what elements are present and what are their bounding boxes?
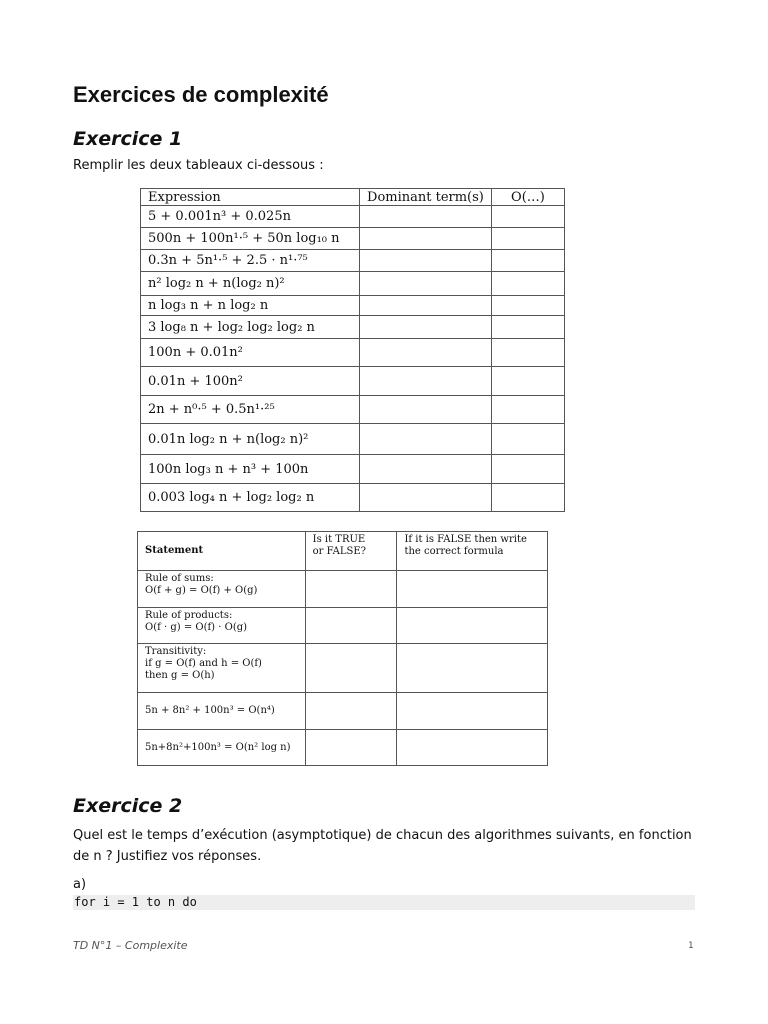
statement-line: if g = O(f) and h = O(f)	[145, 658, 262, 669]
expression-cell: n² log₂ n + n(log₂ n)²	[141, 272, 360, 296]
document-title: Exercices de complexité	[73, 82, 329, 107]
expression-cell: 100n + 0.01n²	[141, 339, 360, 367]
code-block: for i = 1 to n do	[73, 895, 695, 910]
expression-cell: 0.003 log₄ n + log₂ log₂ n	[141, 484, 360, 512]
expression-cell: 500n + 100n¹·⁵ + 50n log₁₀ n	[141, 228, 360, 250]
statement-line: 5n + 8n² + 100n³ = O(n⁴)	[145, 705, 275, 716]
statement-line: O(f · g) = O(f) · O(g)	[145, 622, 248, 633]
correction-cell[interactable]	[397, 608, 548, 644]
statement-cell	[138, 608, 306, 644]
statements-table	[137, 531, 548, 766]
statement-cell	[138, 644, 306, 693]
table-row	[138, 608, 548, 644]
big-o-cell[interactable]	[491, 339, 564, 367]
statement-cell	[138, 571, 306, 608]
expression-cell: 2n + n⁰·⁵ + 0.5n¹·²⁵	[141, 396, 360, 424]
true-false-cell[interactable]	[305, 730, 397, 766]
statement-line: Rule of products:	[145, 610, 233, 621]
complexity-expressions-table	[140, 188, 565, 512]
big-o-cell[interactable]	[491, 367, 564, 396]
expression-cell: 5 + 0.001n³ + 0.025n	[141, 206, 360, 228]
page-number: 1	[688, 941, 694, 951]
correction-cell[interactable]	[397, 571, 548, 608]
table-row	[141, 316, 565, 339]
correction-cell[interactable]	[397, 693, 548, 730]
big-o-cell[interactable]	[491, 484, 564, 512]
statement-line: Transitivity:	[145, 646, 207, 657]
statement-cell	[138, 730, 306, 766]
table-header-row	[138, 532, 548, 571]
dominant-terms-header: Dominant term(s)	[360, 189, 492, 206]
table-row	[141, 296, 565, 316]
exercise-1-heading: Exercice 1	[73, 128, 183, 150]
table-row	[141, 455, 565, 484]
true-false-header-line: Is it TRUE	[312, 534, 366, 545]
table-row	[141, 424, 565, 455]
dominant-terms-cell[interactable]	[360, 228, 492, 250]
true-false-cell[interactable]	[305, 608, 397, 644]
dominant-terms-cell[interactable]	[360, 206, 492, 228]
big-o-cell[interactable]	[491, 396, 564, 424]
big-o-cell[interactable]	[491, 316, 564, 339]
big-o-cell[interactable]	[491, 296, 564, 316]
statement-cell	[138, 693, 306, 730]
true-false-cell[interactable]	[305, 571, 397, 608]
table-row	[141, 484, 565, 512]
dominant-terms-cell[interactable]	[360, 316, 492, 339]
statement-line: O(f + g) = O(f) + O(g)	[145, 585, 258, 596]
table-header-row	[141, 189, 565, 206]
true-false-cell[interactable]	[305, 693, 397, 730]
expression-cell: 0.01n log₂ n + n(log₂ n)²	[141, 424, 360, 455]
statement-line: 5n+8n²+100n³ = O(n² log n)	[145, 741, 291, 753]
expression-cell: 3 log₈ n + log₂ log₂ log₂ n	[141, 316, 360, 339]
expression-cell: 0.3n + 5n¹·⁵ + 2.5 · n¹·⁷⁵	[141, 250, 360, 272]
table-row	[141, 339, 565, 367]
big-o-cell[interactable]	[491, 250, 564, 272]
statement-line: Rule of sums:	[145, 573, 214, 584]
big-o-cell[interactable]	[491, 272, 564, 296]
dominant-terms-cell[interactable]	[360, 396, 492, 424]
big-o-cell[interactable]	[491, 455, 564, 484]
expression-cell: 0.01n + 100n²	[141, 367, 360, 396]
dominant-terms-cell[interactable]	[360, 367, 492, 396]
dominant-terms-cell[interactable]	[360, 296, 492, 316]
big-o-cell[interactable]	[491, 206, 564, 228]
true-false-cell[interactable]	[305, 644, 397, 693]
table-row	[141, 396, 565, 424]
statement-header: Statement	[138, 532, 306, 571]
expression-cell: 100n log₃ n + n³ + 100n	[141, 455, 360, 484]
dominant-terms-cell[interactable]	[360, 484, 492, 512]
table-row	[138, 571, 548, 608]
true-false-header-line: or FALSE?	[312, 546, 367, 557]
table-row	[141, 250, 565, 272]
table-row	[138, 644, 548, 693]
part-a-label: a)	[73, 877, 87, 892]
correction-header	[397, 532, 548, 571]
dominant-terms-cell[interactable]	[360, 250, 492, 272]
dominant-terms-cell[interactable]	[360, 339, 492, 367]
big-o-cell[interactable]	[491, 228, 564, 250]
exercise-1-intro: Remplir les deux tableaux ci-dessous :	[73, 158, 324, 173]
footer-title: TD N°1 – Complexite	[73, 939, 188, 952]
table-row	[141, 228, 565, 250]
exercise-2-intro: Quel est le temps d’exécution (asymptotique) de chacun des algorithmes suivants, en fonction de n ? Justifiez vos réponses.	[73, 828, 692, 864]
expression-cell: n log₃ n + n log₂ n	[141, 296, 360, 316]
big-o-header: O(…)	[491, 189, 564, 206]
big-o-cell[interactable]	[491, 424, 564, 455]
dominant-terms-cell[interactable]	[360, 455, 492, 484]
expression-header: Expression	[141, 189, 360, 206]
dominant-terms-cell[interactable]	[360, 272, 492, 296]
correction-header-line: If it is FALSE then write	[404, 534, 527, 545]
dominant-terms-cell[interactable]	[360, 424, 492, 455]
table-row	[141, 206, 565, 228]
correction-cell[interactable]	[397, 644, 548, 693]
correction-header-line: the correct formula	[404, 546, 504, 557]
correction-cell[interactable]	[397, 730, 548, 766]
table-row	[141, 367, 565, 396]
table-row	[138, 693, 548, 730]
true-false-header	[305, 532, 397, 571]
table-row	[141, 272, 565, 296]
table-row	[138, 730, 548, 766]
exercise-2-heading: Exercice 2	[73, 795, 183, 817]
statement-line: then g = O(h)	[145, 670, 215, 681]
